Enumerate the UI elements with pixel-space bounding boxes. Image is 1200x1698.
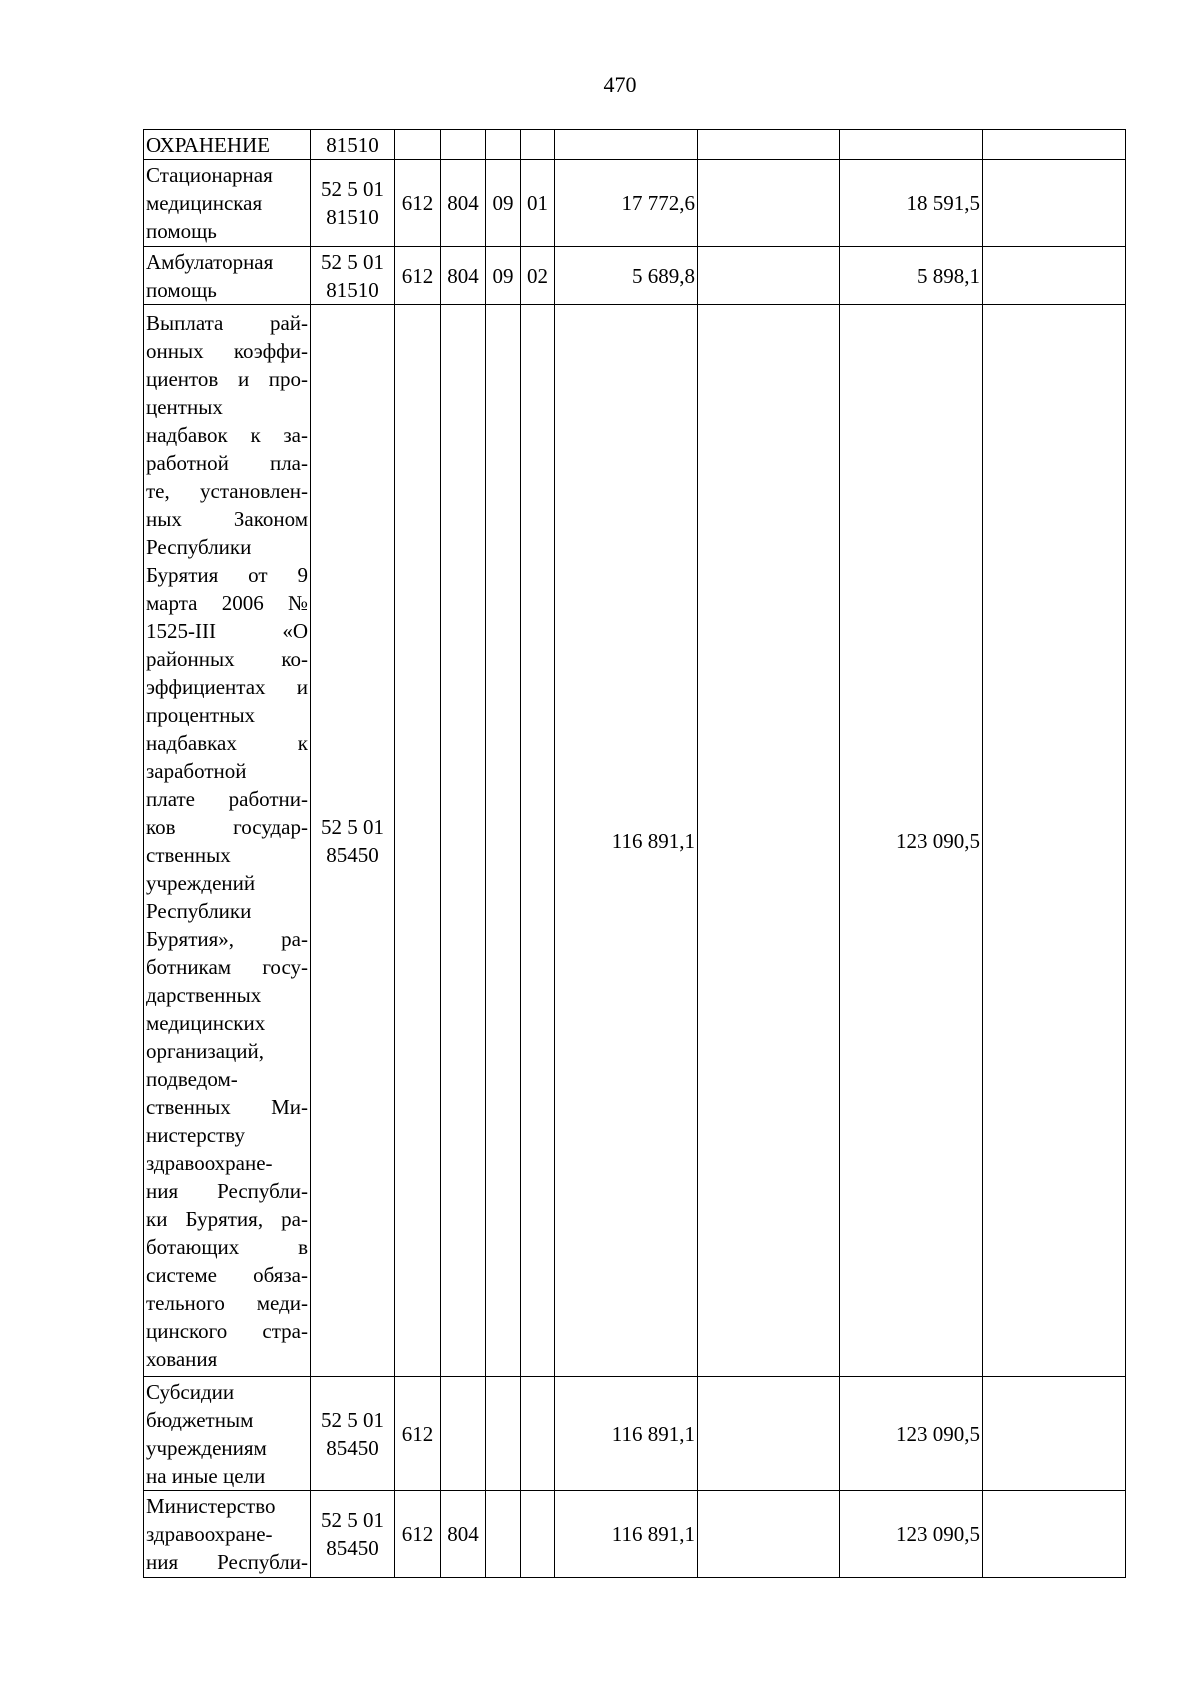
ministry-cell: 804 — [441, 247, 486, 305]
amount-cell-2 — [698, 247, 840, 305]
ministry-cell — [441, 130, 486, 160]
code-cell — [311, 247, 395, 305]
amount-cell-2 — [698, 1491, 840, 1578]
row-name-line: ОХРАНЕНИЕ — [146, 132, 271, 157]
row-name-cell — [144, 1377, 311, 1491]
code-line: 52 5 01 — [321, 249, 384, 274]
row-name-line: Субсидии — [146, 1379, 235, 1404]
amount-cell-3: 5 898,1 — [840, 247, 983, 305]
row-name-line: нистерству — [146, 1122, 245, 1147]
code-line: 52 5 01 — [321, 1407, 384, 1432]
row-name-line: тельного меди- — [146, 1290, 308, 1315]
subsection-cell: 02 — [521, 247, 555, 305]
row-name-cell — [144, 130, 311, 160]
vr-cell — [395, 130, 441, 160]
vr-cell: 612 — [395, 1377, 441, 1491]
row-name-line: центных — [146, 394, 223, 419]
row-name-cell — [144, 305, 311, 1377]
vr-cell: 612 — [395, 1491, 441, 1578]
amount-cell-1: 116 891,1 — [555, 1377, 698, 1491]
section-cell — [486, 305, 521, 1377]
row-name-line: 1525-III «О — [146, 618, 308, 643]
row-name-line: Бурятия», ра- — [146, 926, 308, 951]
row-name-line: здравоохране- — [146, 1522, 273, 1546]
amount-cell-1: 5 689,8 — [555, 247, 698, 305]
amount-cell-1: 116 891,1 — [555, 305, 698, 1377]
row-name-line: ния Республи- — [146, 1550, 308, 1574]
table-body — [144, 130, 1126, 1578]
row-name-line: процентных — [146, 702, 256, 727]
code-line: 85450 — [326, 1435, 379, 1460]
code-line: 52 5 01 — [321, 1508, 384, 1532]
amount-cell-1 — [555, 130, 698, 160]
amount-cell-4 — [983, 160, 1126, 247]
row-name-cell — [144, 1491, 311, 1578]
section-cell — [486, 130, 521, 160]
row-name-line: работной пла- — [146, 450, 308, 475]
section-cell: 09 — [486, 160, 521, 247]
code-line: 85450 — [326, 1536, 379, 1560]
code-line: 81510 — [326, 277, 379, 302]
row-name-line: подведом- — [146, 1066, 238, 1091]
row-name-cell — [144, 247, 311, 305]
amount-cell-2 — [698, 1377, 840, 1491]
row-name-line: районных ко- — [146, 646, 308, 671]
row-name-line: ственных — [146, 842, 231, 867]
table-row — [144, 1377, 1126, 1491]
code-cell — [311, 130, 395, 160]
code-cell — [311, 1491, 395, 1578]
row-name-line: помощь — [146, 219, 217, 243]
code-cell — [311, 305, 395, 1377]
amount-cell-2 — [698, 160, 840, 247]
amount-cell-3: 123 090,5 — [840, 1491, 983, 1578]
table-row — [144, 1491, 1126, 1578]
vr-cell: 612 — [395, 160, 441, 247]
row-name-line: бюджетным — [146, 1407, 254, 1432]
row-name-line: надбавок к за- — [146, 422, 308, 447]
row-name-line: Министерство — [146, 1494, 276, 1518]
amount-cell-1: 116 891,1 — [555, 1491, 698, 1578]
amount-cell-3 — [840, 130, 983, 160]
code-line: 52 5 01 — [321, 177, 384, 201]
vr-cell — [395, 305, 441, 1377]
section-cell — [486, 1491, 521, 1578]
table-row — [144, 305, 1126, 1377]
amount-cell-4 — [983, 1491, 1126, 1578]
amount-cell-4 — [983, 130, 1126, 160]
subsection-cell: 01 — [521, 160, 555, 247]
row-name-line: ботникам госу- — [146, 954, 308, 979]
row-name-line: здравоохране- — [146, 1150, 273, 1175]
row-name-line: учреждениям — [146, 1435, 267, 1460]
row-name-line: надбавках к — [146, 730, 308, 755]
row-name-line: ков государ- — [146, 814, 308, 839]
amount-cell-3: 123 090,5 — [840, 305, 983, 1377]
row-name-line: Республики — [146, 898, 252, 923]
row-name-line: циентов и про- — [146, 366, 308, 391]
row-name-line: Стационарная — [146, 163, 273, 187]
row-name-line: системе обяза- — [146, 1262, 308, 1287]
row-name-line: плате работни- — [146, 786, 308, 811]
vr-cell: 612 — [395, 247, 441, 305]
row-name-line: цинского стра- — [146, 1318, 308, 1343]
row-name-line: хования — [146, 1346, 218, 1371]
ministry-cell: 804 — [441, 160, 486, 247]
row-name-line: ных Законом — [146, 506, 308, 531]
code-line: 52 5 01 — [321, 814, 384, 839]
subsection-cell — [521, 1491, 555, 1578]
subsection-cell — [521, 305, 555, 1377]
row-name-line: дарственных — [146, 982, 262, 1007]
budget-table — [143, 129, 1126, 1578]
row-name-line: эффициентах и — [146, 674, 308, 699]
table-row — [144, 130, 1126, 160]
row-name-line: ботающих в — [146, 1234, 308, 1259]
amount-cell-4 — [983, 247, 1126, 305]
table-row — [144, 160, 1126, 247]
row-name-line: организаций, — [146, 1038, 264, 1063]
code-line: 85450 — [326, 842, 379, 867]
table-row — [144, 247, 1126, 305]
row-name-cell — [144, 160, 311, 247]
section-cell: 09 — [486, 247, 521, 305]
ministry-cell: 804 — [441, 1491, 486, 1578]
code-line: 81510 — [326, 205, 379, 229]
amount-cell-2 — [698, 130, 840, 160]
subsection-cell — [521, 1377, 555, 1491]
section-cell — [486, 1377, 521, 1491]
amount-cell-3: 123 090,5 — [840, 1377, 983, 1491]
row-name-line: ки Бурятия, ра- — [146, 1206, 308, 1231]
row-name-line: Бурятия от 9 — [146, 562, 308, 587]
amount-cell-2 — [698, 305, 840, 1377]
subsection-cell — [521, 130, 555, 160]
row-name-line: медицинская — [146, 191, 263, 215]
amount-cell-1: 17 772,6 — [555, 160, 698, 247]
row-name-line: Республики — [146, 534, 252, 559]
row-name-line: помощь — [146, 277, 217, 302]
row-name-line: ния Республи- — [146, 1178, 308, 1203]
row-name-line: ственных Ми- — [146, 1094, 308, 1119]
ministry-cell — [441, 305, 486, 1377]
ministry-cell — [441, 1377, 486, 1491]
row-name-line: Выплата рай- — [146, 310, 308, 335]
row-name-line: учреждений — [146, 870, 256, 895]
code-line: 81510 — [326, 132, 379, 157]
row-name-line: Амбулаторная — [146, 249, 274, 274]
row-name-line: медицинских — [146, 1010, 266, 1035]
page-number: 470 — [603, 72, 637, 97]
row-name-line: на иные цели — [146, 1463, 266, 1488]
amount-cell-4 — [983, 1377, 1126, 1491]
code-cell — [311, 160, 395, 247]
amount-cell-4 — [983, 305, 1126, 1377]
row-name-line: заработной — [146, 758, 247, 783]
code-cell — [311, 1377, 395, 1491]
row-name-line: марта 2006 № — [146, 590, 308, 615]
row-name-line: те, установлен- — [146, 478, 308, 503]
row-name-line: онных коэффи- — [146, 338, 308, 363]
amount-cell-3: 18 591,5 — [840, 160, 983, 247]
